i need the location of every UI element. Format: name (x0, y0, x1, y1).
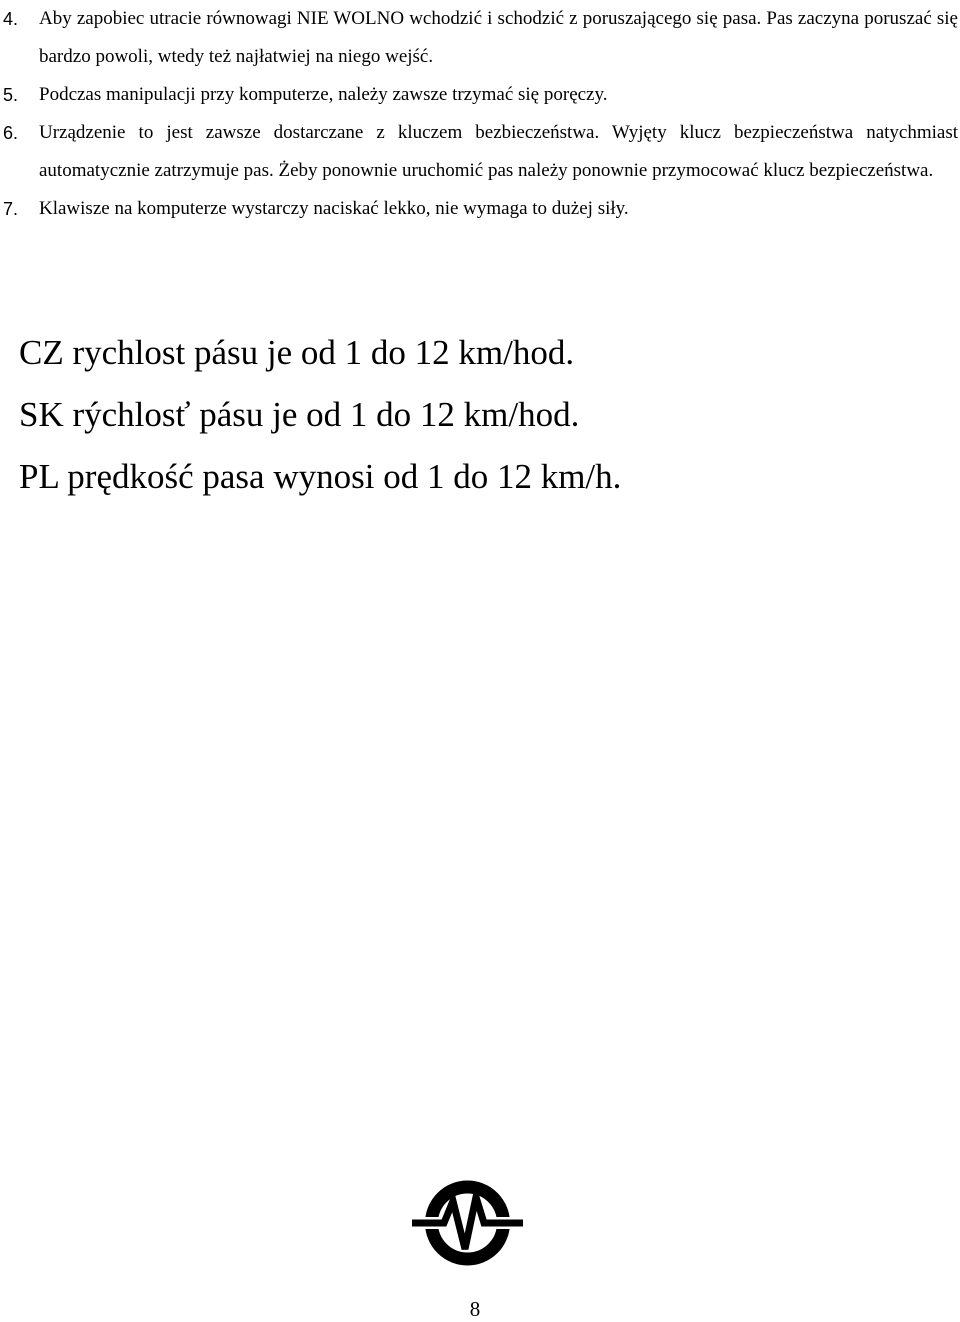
page-number: 8 (469, 1297, 481, 1321)
instruction-item-5 (0, 76, 958, 114)
instruction-text: Klawisze na komputerze wystarczy naciskać lekko, nie wymaga to dużej siły. (39, 198, 629, 219)
heartbeat-circle-logo-icon (410, 1175, 525, 1270)
instructions-list (0, 0, 958, 228)
belt-speed-statements (19, 322, 939, 508)
speed-statement-cz: CZ rychlost pásu je od 1 do 12 km/hod. (19, 333, 575, 372)
instruction-text: Urządzenie to jest zawsze dostarczane z kluczem bezbieczeństwa. Wyjęty klucz bezpieczeństwa natychmiast automatycznie zatrzymuje pas. Żeby ponownie uruchomić pas należy ponownie przymocować klucz bezpieczeństwa. (39, 122, 958, 181)
instruction-item-7 (0, 190, 958, 228)
instruction-text: Aby zapobiec utracie równowagi NIE WOLNO wchodzić i schodzić z poruszającego się pasa. Pas zaczyna poruszać się bardzo powoli, wtedy też najłatwiej na niego wejść. (39, 8, 958, 67)
instruction-item-4 (0, 0, 958, 76)
speed-statement-pl: PL prędkość pasa wynosi od 1 do 12 km/h. (19, 457, 622, 496)
instruction-number: 4. (3, 9, 19, 29)
instruction-number: 7. (3, 199, 19, 219)
instruction-number: 5. (3, 85, 19, 105)
speed-statement-sk: SK rýchlosť pásu je od 1 do 12 km/hod. (19, 395, 580, 434)
instruction-text: Podczas manipulacji przy komputerze, należy zawsze trzymać się poręczy. (39, 84, 608, 105)
instruction-item-6 (0, 114, 958, 190)
instruction-number: 6. (3, 123, 19, 143)
